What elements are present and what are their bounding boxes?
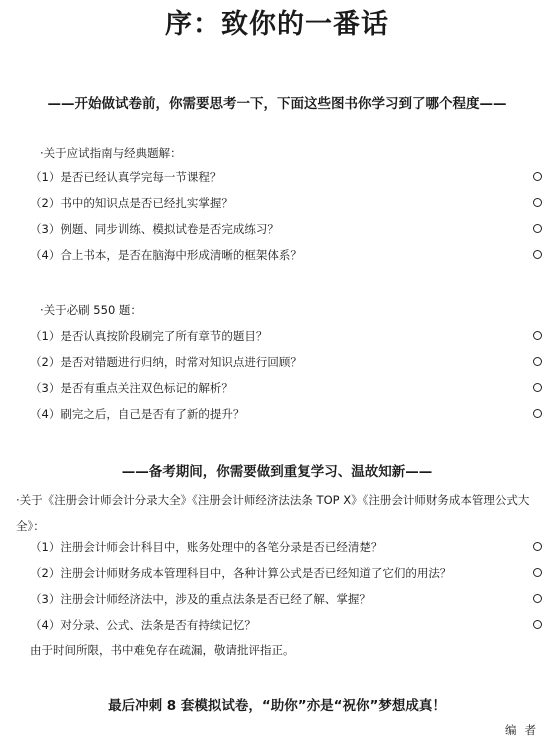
section-bullet-reference-books: ·关于《注册会计师会计分录大全》《注册会计师经济法法条 TOP X》《注册会计师财务成本管理公式大全》： bbox=[16, 493, 530, 533]
checklist-item bbox=[30, 195, 542, 211]
checklist-item bbox=[30, 380, 542, 396]
closing-slogan: 最后冲刺 8 套模拟试卷，“助你”亦是“祝你”梦想成真！ bbox=[108, 698, 446, 714]
empty-circle-checkbox bbox=[533, 568, 542, 577]
checklist-item-text: （3）是否有重点关注双色标记的解析？ bbox=[30, 381, 233, 395]
checklist-item-text: （2）是否对错题进行归纳，时常对知识点进行回顾？ bbox=[30, 355, 302, 369]
checklist-item bbox=[30, 169, 542, 185]
checklist-item-text: （4）合上书本，是否在脑海中形成清晰的框架体系？ bbox=[30, 248, 302, 262]
empty-circle-checkbox bbox=[533, 357, 542, 366]
checklist-item-text: （1）是否已经认真学完每一节课程？ bbox=[30, 170, 222, 184]
empty-circle-checkbox bbox=[533, 331, 542, 340]
checklist-item bbox=[30, 328, 542, 344]
checklist-item-text: （2）注册会计师财务成本管理科目中，各种计算公式是否已经知道了它们的用法？ bbox=[30, 566, 452, 580]
empty-circle-checkbox bbox=[533, 542, 542, 551]
section-bullet-550: ·关于必刷 550 题： bbox=[40, 303, 142, 317]
checklist-item bbox=[30, 221, 542, 237]
checklist-item-text: （4）对分录、公式、法条是否有持续记忆？ bbox=[30, 618, 256, 632]
checklist-item bbox=[30, 406, 542, 422]
page-title: 序：致你的一番话 bbox=[165, 9, 389, 40]
empty-circle-checkbox bbox=[533, 383, 542, 392]
checklist-item bbox=[30, 617, 542, 633]
disclaimer-note: 由于时间所限，书中难免存在疏漏，敬请批评指正。 bbox=[30, 643, 295, 657]
empty-circle-checkbox bbox=[533, 250, 542, 259]
empty-circle-checkbox bbox=[533, 409, 542, 418]
empty-circle-checkbox bbox=[533, 172, 542, 181]
empty-circle-checkbox bbox=[533, 620, 542, 629]
checklist-item bbox=[30, 539, 542, 555]
section-heading-review: ——备考期间，你需要做到重复学习、温故知新—— bbox=[121, 464, 433, 480]
checklist-item bbox=[30, 591, 542, 607]
editor-signature: 编者 bbox=[505, 723, 544, 737]
section-bullet-guide: ·关于应试指南与经典题解： bbox=[40, 146, 182, 160]
checklist-item bbox=[30, 565, 542, 581]
checklist-item bbox=[30, 354, 542, 370]
checklist-item-text: （2）书中的知识点是否已经扎实掌握？ bbox=[30, 196, 233, 210]
checklist-item-text: （3）注册会计师经济法中，涉及的重点法条是否已经了解、掌握？ bbox=[30, 592, 371, 606]
empty-circle-checkbox bbox=[533, 594, 542, 603]
checklist-item-text: （1）注册会计师会计科目中，账务处理中的各笔分录是否已经清楚？ bbox=[30, 540, 383, 554]
checklist-item-text: （4）刷完之后，自己是否有了新的提升？ bbox=[30, 407, 245, 421]
checklist-item bbox=[30, 247, 542, 263]
checklist-item-text: （1）是否认真按阶段刷完了所有章节的题目？ bbox=[30, 329, 268, 343]
empty-circle-checkbox bbox=[533, 198, 542, 207]
checklist-item-text: （3）例题、同步训练、模拟试卷是否完成练习？ bbox=[30, 222, 279, 236]
section-heading-before-exam: ——开始做试卷前，你需要思考一下，下面这些图书你学习到了哪个程度—— bbox=[47, 96, 507, 112]
empty-circle-checkbox bbox=[533, 224, 542, 233]
